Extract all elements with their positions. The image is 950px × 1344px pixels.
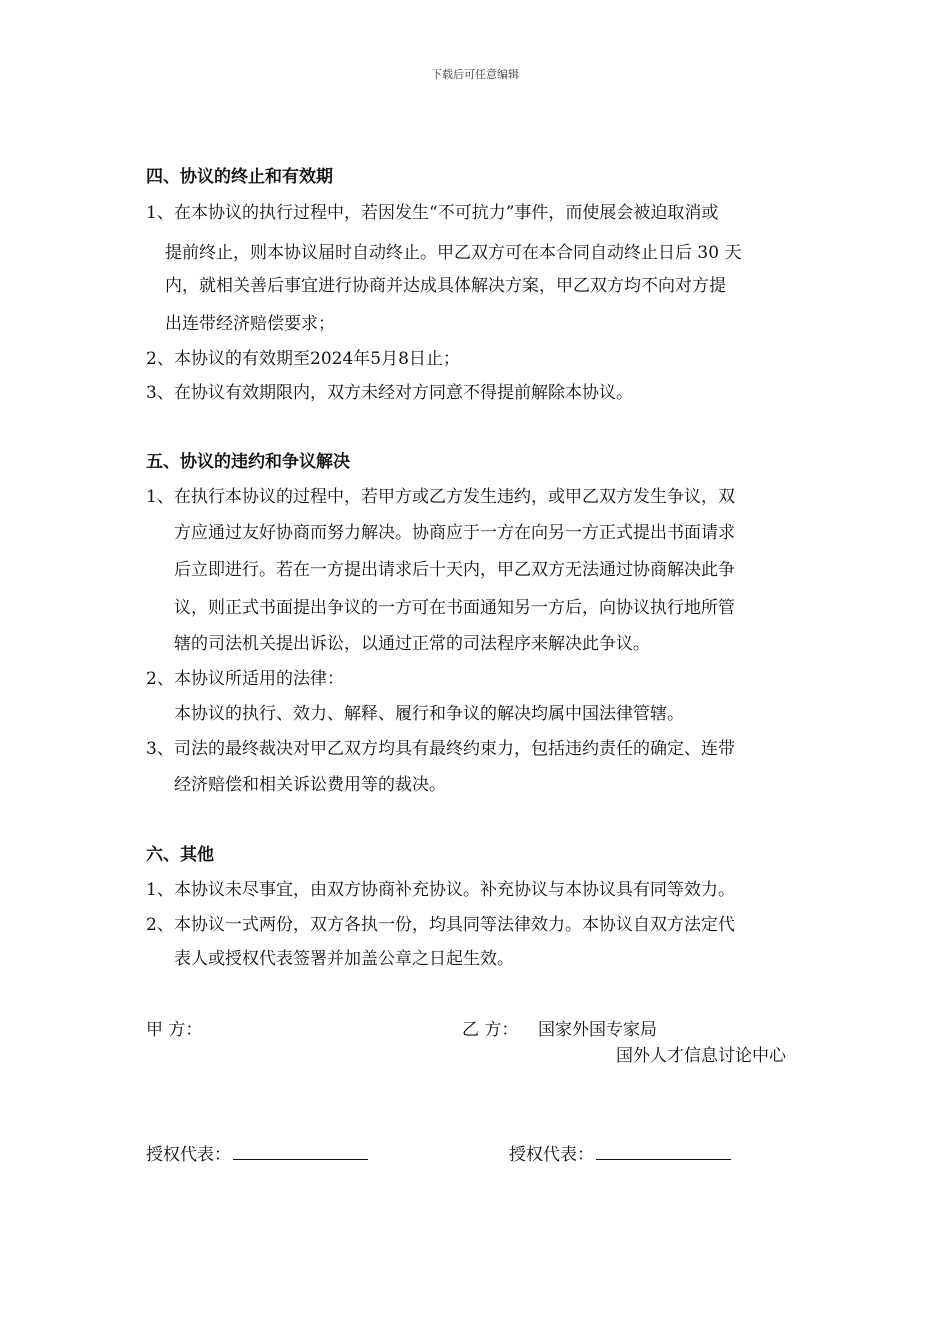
party-a-label: 甲 方： <box>146 1020 203 1040</box>
item-text: 出连带经济赔偿要求； <box>165 314 335 334</box>
item-text: 司法的最终裁决对甲乙双方均具有最终约束力，包括违约责任的确定、连带 <box>174 739 735 759</box>
item-text: 在协议有效期限内，双方未经对方同意不得提前解除本协议。 <box>174 383 633 403</box>
section-heading: 四、协议的终止和有效期 <box>146 167 333 187</box>
item-number: 1、 <box>146 203 174 223</box>
item-text: 经济赔偿和相关诉讼费用等的裁决。 <box>174 775 446 795</box>
item-text: 本协议一式两份，双方各执一份，均具同等法律效力。本协议自双方法定代 <box>174 915 735 935</box>
item-number: 2、 <box>146 669 174 689</box>
item-number: 1、 <box>146 880 174 900</box>
item-text: 辖的司法机关提出诉讼，以通过正常的司法程序来解决此争议。 <box>174 634 650 654</box>
item-text: 本协议未尽事宜，由双方协商补充协议。补充协议与本协议具有同等效力。 <box>174 880 735 900</box>
authorized-rep-label: 授权代表： <box>146 1145 231 1165</box>
item-number: 3、 <box>146 383 174 403</box>
item-text: 议，则正式书面提出争议的一方可在书面通知另一方后，向协议执行地所管 <box>174 598 735 618</box>
signature-blank[interactable] <box>596 1145 731 1160</box>
item-text: 内，就相关善后事宜进行协商并达成具体解决方案，甲乙双方均不向对方提 <box>165 276 726 296</box>
item-number: 2、 <box>146 915 174 935</box>
item-text: 表人或授权代表签署并加盖公章之日起生效。 <box>174 949 514 969</box>
item-text: 提前终止，则本协议届时自动终止。甲乙双方可在本合同自动终止日后 30 天 <box>165 243 742 263</box>
authorized-rep-label: 授权代表： <box>509 1145 594 1165</box>
item-number: 1、 <box>146 487 174 507</box>
section-heading: 五、协议的违约和争议解决 <box>146 452 350 472</box>
item-text: 在本协议的执行过程中，若因发生“不可抗力”事件，而使展会被迫取消或 <box>174 203 719 223</box>
item-text: 本协议的有效期至2024年5月8日止； <box>174 349 460 369</box>
item-text: 本协议的执行、效力、解释、履行和争议的解决均属中国法律管辖。 <box>174 704 684 724</box>
signature-blank[interactable] <box>233 1145 368 1160</box>
party-b-label: 乙 方： <box>462 1020 519 1040</box>
signature-line-b <box>509 1140 731 1165</box>
item-text: 后立即进行。若在一方提出请求后十天内，甲乙双方无法通过协商解决此争 <box>174 560 735 580</box>
item-text: 本协议所适用的法律： <box>174 669 344 689</box>
item-text: 方应通过友好协商而努力解决。协商应于一方在向另一方正式提出书面请求 <box>174 523 735 543</box>
signature-line-a <box>146 1140 368 1165</box>
party-b-name: 国外人才信息讨论中心 <box>616 1046 786 1066</box>
party-b-name: 国家外国专家局 <box>538 1020 657 1040</box>
item-number: 3、 <box>146 739 174 759</box>
item-number: 2、 <box>146 349 174 369</box>
page-header: 下载后可任意编辑 <box>431 68 519 81</box>
item-text: 在执行本协议的过程中，若甲方或乙方发生违约，或甲乙双方发生争议，双 <box>174 487 735 507</box>
section-heading: 六、其他 <box>146 845 214 865</box>
